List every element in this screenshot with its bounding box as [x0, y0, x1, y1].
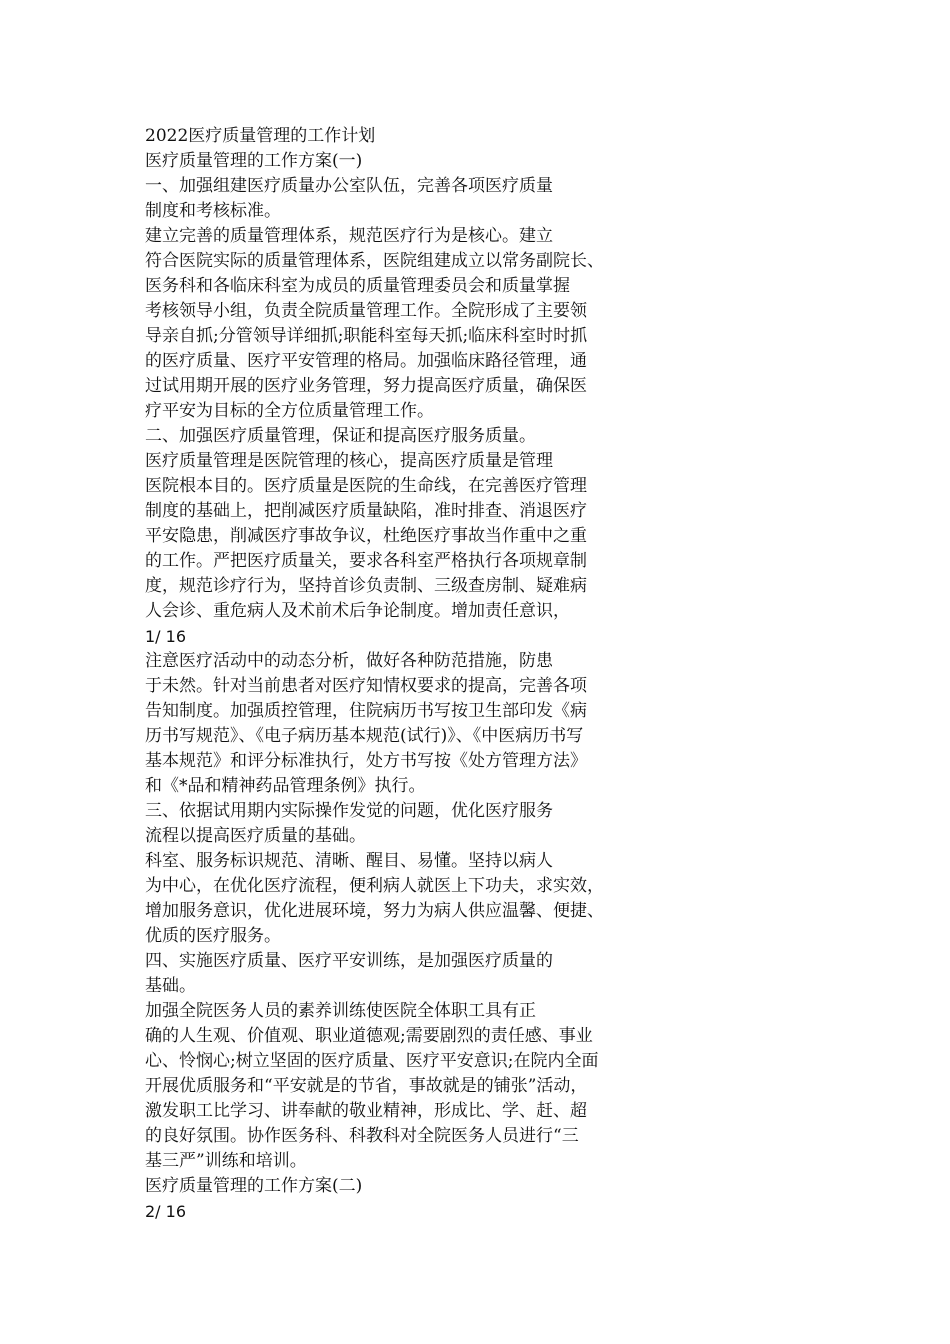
text-line: 和《*品和精神药品管理条例》执行。 [145, 776, 426, 796]
document-title: 2022医疗质量管理的工作计划 [145, 126, 376, 146]
text-line: 激发职工比学习、讲奉献的敬业精神，形成比、学、赶、超 [145, 1101, 587, 1121]
text-line: 注意医疗活动中的动态分析，做好各种防范措施，防患 [145, 651, 553, 671]
text-line: 为中心，在优化医疗流程，便利病人就医上下功夫，求实效， [145, 876, 604, 896]
text-line: 基础。 [145, 976, 196, 996]
text-line: 一、加强组建医疗质量办公室队伍，完善各项医疗质量 [145, 176, 553, 196]
text-line: 科室、服务标识规范、清晰、醒目、易懂。坚持以病人 [145, 851, 553, 871]
text-line: 的良好氛围。协作医务科、科教科对全院医务人员进行“三 [145, 1126, 579, 1146]
text-line: 三、依据试用期内实际操作发觉的问题，优化医疗服务 [145, 801, 553, 821]
text-line: 医务科和各临床科室为成员的质量管理委员会和质量掌握 [145, 276, 570, 296]
text-line: 四、实施医疗质量、医疗平安训练，是加强医疗质量的 [145, 951, 553, 971]
text-line: 基本规范》和评分标准执行，处方书写按《处方管理方法》 [145, 751, 587, 771]
text-line: 开展优质服务和“平安就是的节省，事故就是的铺张”活动， [145, 1076, 588, 1096]
text-line: 医疗质量管理是医院管理的核心，提高医疗质量是管理 [145, 451, 553, 471]
text-line: 优质的医疗服务。 [145, 926, 281, 946]
text-line: 二、加强医疗质量管理，保证和提高医疗服务质量。 [145, 426, 536, 446]
page-number: 1/ 16 [145, 627, 187, 646]
text-line: 的医疗质量、医疗平安管理的格局。加强临床路径管理，通 [145, 351, 587, 371]
section-heading: 医疗质量管理的工作方案(二) [145, 1176, 363, 1196]
text-line: 疗平安为目标的全方位质量管理工作。 [145, 401, 434, 421]
text-line: 过试用期开展的医疗业务管理，努力提高医疗质量，确保医 [145, 376, 587, 396]
text-line: 心、怜悯心;树立坚固的医疗质量、医疗平安意识;在院内全面 [145, 1051, 599, 1071]
text-line: 基三严”训练和培训。 [145, 1151, 307, 1171]
text-line: 导亲自抓;分管领导详细抓;职能科室每天抓;临床科室时时抓 [145, 326, 588, 346]
text-line: 告知制度。加强质控管理，住院病历书写按卫生部印发《病 [145, 701, 587, 721]
page-number: 2/ 16 [145, 1202, 187, 1221]
text-line: 符合医院实际的质量管理体系，医院组建成立以常务副院长、 [145, 251, 604, 271]
text-line: 于未然。针对当前患者对医疗知情权要求的提高，完善各项 [145, 676, 587, 696]
text-line: 建立完善的质量管理体系，规范医疗行为是核心。建立 [145, 226, 553, 246]
text-line: 确的人生观、价值观、职业道德观;需要剧烈的责任感、事业 [145, 1026, 593, 1046]
text-line: 历书写规范》、《电子病历基本规范(试行)》、《中医病历书写 [145, 726, 584, 746]
text-line: 医院根本目的。医疗质量是医院的生命线，在完善医疗管理 [145, 476, 587, 496]
text-line: 制度的基础上，把削减医疗质量缺陷，准时排查、消退医疗 [145, 501, 587, 521]
section-heading: 医疗质量管理的工作方案(一) [145, 151, 363, 171]
text-line: 人会诊、重危病人及术前术后争论制度。增加责任意识， [145, 601, 570, 621]
text-line: 平安隐患，削减医疗事故争议，杜绝医疗事故当作重中之重 [145, 526, 587, 546]
text-line: 制度和考核标准。 [145, 201, 281, 221]
text-line: 的工作。严把医疗质量关，要求各科室严格执行各项规章制 [145, 551, 587, 571]
text-line: 增加服务意识，优化进展环境，努力为病人供应温馨、便捷、 [145, 901, 604, 921]
text-line: 度，规范诊疗行为，坚持首诊负责制、三级查房制、疑难病 [145, 576, 587, 596]
text-line: 流程以提高医疗质量的基础。 [145, 826, 366, 846]
text-line: 加强全院医务人员的素养训练使医院全体职工具有正 [145, 1001, 536, 1021]
document-page [145, 124, 705, 1224]
text-line: 考核领导小组，负责全院质量管理工作。全院形成了主要领 [145, 301, 587, 321]
